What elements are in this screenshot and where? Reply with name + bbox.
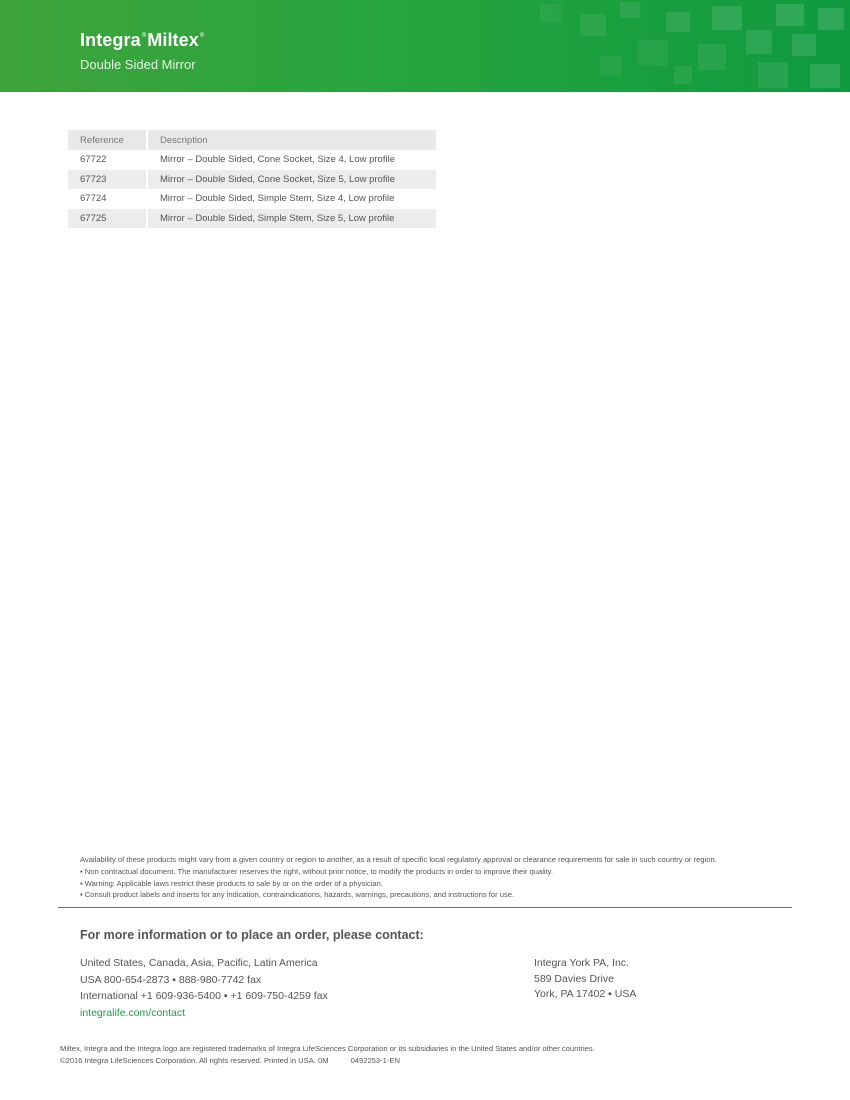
brand-integra: Integra bbox=[80, 30, 141, 50]
city-state-zip: York, PA 17402 ▪ USA bbox=[534, 988, 637, 1000]
row-reference: 67722 bbox=[68, 150, 148, 170]
row-description: Mirror – Double Sided, Cone Socket, Size 5, Low profile bbox=[148, 170, 436, 190]
international-phone: International +1 609-936-5400 ▪ +1 609-750-4259 fax bbox=[80, 990, 328, 1002]
row-description: Mirror – Double Sided, Simple Stem, Size 4, Low profile bbox=[160, 193, 395, 205]
table-row bbox=[68, 189, 436, 209]
company-address bbox=[534, 956, 636, 1003]
document-code: 0492253-1-EN bbox=[350, 1056, 400, 1065]
table-row bbox=[68, 170, 436, 190]
contact-regions: United States, Canada, Asia, Pacific, Latin America bbox=[80, 957, 318, 969]
col-description-header: Description bbox=[148, 130, 436, 150]
table-row bbox=[68, 150, 436, 170]
warning-note: ▪ Warning: Applicable laws restrict these products to sale by or on the order of a physician. bbox=[80, 878, 383, 888]
non-contractual-note: ▪ Non contractual document. The manufacturer reserves the right, without prior notice, to modify the products in order to improve their quality. bbox=[80, 866, 554, 876]
row-reference: 67725 bbox=[68, 209, 148, 229]
legal-footer bbox=[60, 1043, 595, 1067]
row-reference: 67723 bbox=[68, 170, 148, 190]
brand-miltex: Miltex bbox=[147, 30, 199, 50]
disclaimer-notes bbox=[80, 854, 717, 901]
contact-link[interactable]: integralife.com/contact bbox=[80, 1006, 186, 1019]
col-reference-header: Reference bbox=[68, 130, 148, 150]
row-reference: 67724 bbox=[68, 189, 148, 209]
row-description: Mirror – Double Sided, Cone Socket, Size 4, Low profile bbox=[160, 154, 395, 166]
copyright-line bbox=[60, 1055, 595, 1067]
registered-mark-2: ® bbox=[199, 33, 205, 39]
table-row bbox=[68, 209, 436, 229]
company-name: Integra York PA, Inc. bbox=[534, 957, 629, 969]
contact-heading: For more information or to place an order, please contact: bbox=[80, 928, 424, 942]
brand-logo bbox=[80, 30, 205, 51]
mosaic-pattern-icon bbox=[470, 0, 850, 92]
header-banner bbox=[0, 0, 850, 92]
contact-details bbox=[80, 955, 328, 1021]
page-subtitle: Double Sided Mirror bbox=[80, 57, 196, 72]
divider bbox=[58, 907, 792, 908]
table-header-row bbox=[68, 130, 436, 150]
copyright-text: ©2016 Integra LifeSciences Corporation. All rights reserved. Printed in USA. 0M bbox=[60, 1056, 329, 1065]
trademark-notice: Miltex, Integra and the Integra logo are registered trademarks of Integra LifeSciences Corporation or its subsidiaries in the United States and/or other countries. bbox=[60, 1044, 595, 1053]
row-description: Mirror – Double Sided, Simple Stem, Size 5, Low profile bbox=[148, 209, 436, 229]
product-table bbox=[68, 130, 436, 228]
availability-note: Availability of these products might vary from a given country or region to another, as a result of specific local regulatory approval or clearance requirements for sale in such country or region. bbox=[80, 855, 717, 864]
street-address: 589 Davies Drive bbox=[534, 972, 614, 985]
consult-labels-note: ▪ Consult product labels and inserts for any indication, contraindications, hazards, warnings, precautions, and instructions for use. bbox=[80, 890, 515, 900]
registered-mark: ® bbox=[141, 33, 147, 39]
usa-phone: USA 800-654-2873 ▪ 888-980-7742 fax bbox=[80, 973, 262, 986]
